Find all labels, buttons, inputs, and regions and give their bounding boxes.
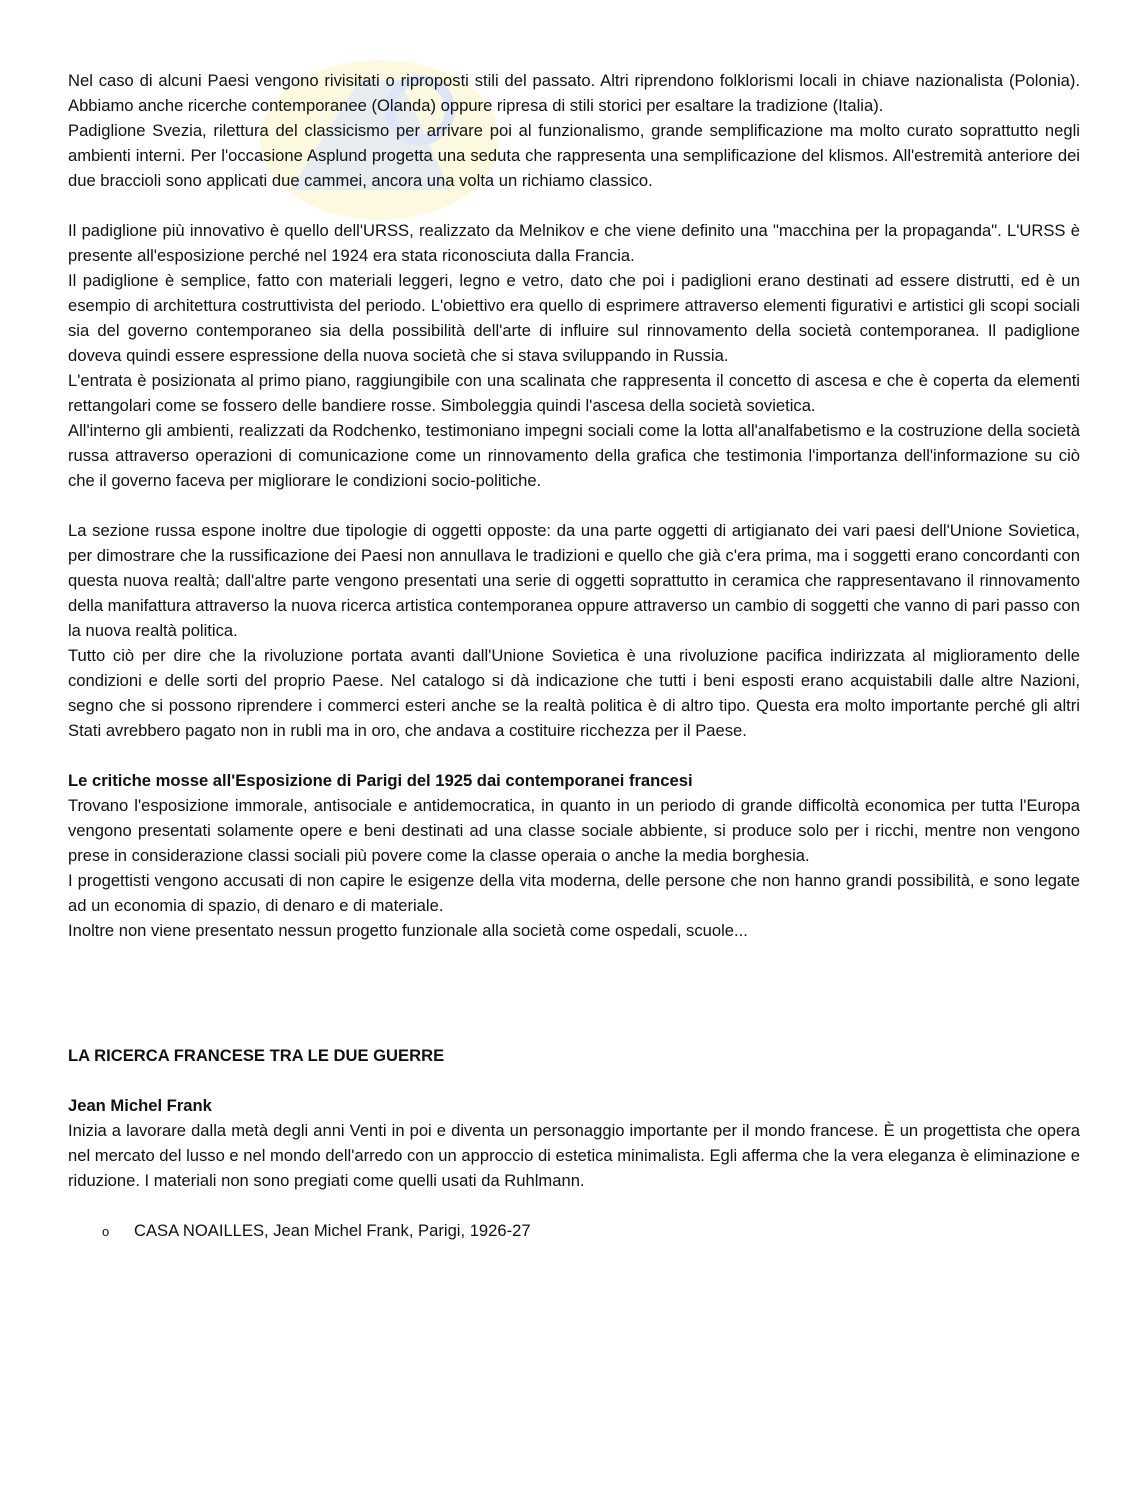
paragraph-entrata: L'entrata è posizionata al primo piano, raggiungibile con una scalinata che rappresenta il concetto di ascesa e che è coperta da elementi rettangolari come se fossero delle bandiere rosse. Simboleggia quindi l'ascesa della società sovietica. [68, 371, 1080, 415]
heading-critiche: Le critiche mosse all'Esposizione di Parigi del 1925 dai contemporanei francesi [68, 771, 693, 790]
spacer [68, 493, 1080, 518]
paragraph-critiche-funzionale: Inoltre non viene presentato nessun progetto funzionale alla società come ospedali, scuole... [68, 921, 748, 940]
list-item-label: CASA NOAILLES, Jean Michel Frank, Parigi, 1926-27 [134, 1221, 531, 1240]
paragraph-critiche-immorale: Trovano l'esposizione immorale, antisociale e antidemocratica, in quanto in un periodo di grande difficoltà economica per tutta l'Europa vengono presentati solamente opere e beni destinati ad una classe sociale abbiente, si produce solo per i ricchi, mentre non vengono prese in considerazione classi sociali più povere come la classe operaia o anche la media borghesia. [68, 796, 1080, 865]
spacer [68, 193, 1080, 218]
paragraph-stili-passato: Nel caso di alcuni Paesi vengono rivisitati o riproposti stili del passato. Altri riprendono folklorismi locali in chiave nazionalista (Polonia). Abbiamo anche ricerche contemporanee (Olanda) oppure ripresa di stili storici per esaltare la tradizione (Italia). [68, 71, 1080, 115]
spacer [68, 1068, 1080, 1093]
paragraph-rivoluzione-pacifica: Tutto ciò per dire che la rivoluzione portata avanti dall'Unione Sovietica è una rivoluzione pacifica indirizzata al miglioramento delle condizioni e delle sorti del proprio Paese. Nel catalogo si dà indicazione che tutti i beni esposti erano acquistabili dalle altre Nazioni, segno che si possono riprendere i commerci esteri anche se la realtà politica è di altro tipo. Questa era molto importante perché gli altri Stati avrebbero pagato non in rubli ma in oro, che andava a costituire ricchezza per il Paese. [68, 646, 1080, 740]
spacer [68, 943, 1080, 1043]
paragraph-critiche-progettisti: I progettisti vengono accusati di non capire le esigenze della vita moderna, delle persone che non hanno grandi possibilità, e sono legate ad un economia di spazio, di denaro e di materiale. [68, 871, 1080, 915]
paragraph-materiali-leggeri: Il padiglione è semplice, fatto con materiali leggeri, legno e vetro, dato che poi i padiglioni erano destinati ad essere distrutti, ed è un esempio di architettura costruttivista del periodo. L'obiettivo era quello di esprimere attraverso elementi figurativi e artistici gli scopi sociali sia del governo contemporaneo sia della possibilità dell'arte di influire sul rinnovamento della società contemporanea. Il padiglione doveva quindi essere espressione della nuova società che si stava sviluppando in Russia. [68, 271, 1080, 365]
list-item [102, 1218, 1080, 1244]
spacer [68, 1193, 1080, 1218]
document-page [68, 68, 1080, 1244]
spacer [68, 743, 1080, 768]
paragraph-padiglione-svezia: Padiglione Svezia, rilettura del classicismo per arrivare poi al funzionalismo, grande semplificazione ma molto curato soprattutto negli ambienti interni. Per l'occasione Asplund progetta una seduta che rappresenta una semplificazione del klismos. All'estremità anteriore dei due braccioli sono applicati due cammei, ancora una volta un richiamo classico. [68, 121, 1080, 190]
paragraph-sezione-russa: La sezione russa espone inoltre due tipologie di oggetti opposte: da una parte oggetti di artigianato dei vari paesi dell'Unione Sovietica, per dimostrare che la russificazione dei Paesi non annullava le tradizioni e quello che già c'era prima, ma i soggetti erano concordanti con questa nuova realtà; dall'altre parte vengono presentati una serie di oggetti soprattutto in ceramica che rappresentavano il rinnovamento della manifattura attraverso la nuova ricerca artistica contemporanea oppure attraverso un cambio di soggetti che vanno di pari passo con la nuova realtà politica. [68, 521, 1080, 640]
section-title-ricerca-francese: LA RICERCA FRANCESE TRA LE DUE GUERRE [68, 1046, 445, 1065]
paragraph-rodchenko: All'interno gli ambienti, realizzati da Rodchenko, testimoniano impegni sociali come la lotta all'analfabetismo e la costruzione della società russa attraverso operazioni di comunicazione come un rinnovamento della grafica che testimonia l'importanza dell'informazione su ciò che il governo faceva per migliorare le condizioni socio-politiche. [68, 421, 1080, 490]
bullet-circle-icon: o [102, 1224, 110, 1239]
paragraph-jean-michel-frank: Inizia a lavorare dalla metà degli anni Venti in poi e diventa un personaggio importante per il mondo francese. È un progettista che opera nel mercato del lusso e nel mondo dell'arredo con un approccio di estetica minimalista. Egli afferma che la vera eleganza è eliminazione e riduzione. I materiali non sono pregiati come quelli usati da Ruhlmann. [68, 1121, 1080, 1190]
subheading-jean-michel-frank: Jean Michel Frank [68, 1096, 212, 1115]
paragraph-padiglione-urss: Il padiglione più innovativo è quello dell'URSS, realizzato da Melnikov e che viene definito una "macchina per la propaganda". L'URSS è presente all'esposizione perché nel 1924 era stata riconosciuta dalla Francia. [68, 221, 1080, 265]
